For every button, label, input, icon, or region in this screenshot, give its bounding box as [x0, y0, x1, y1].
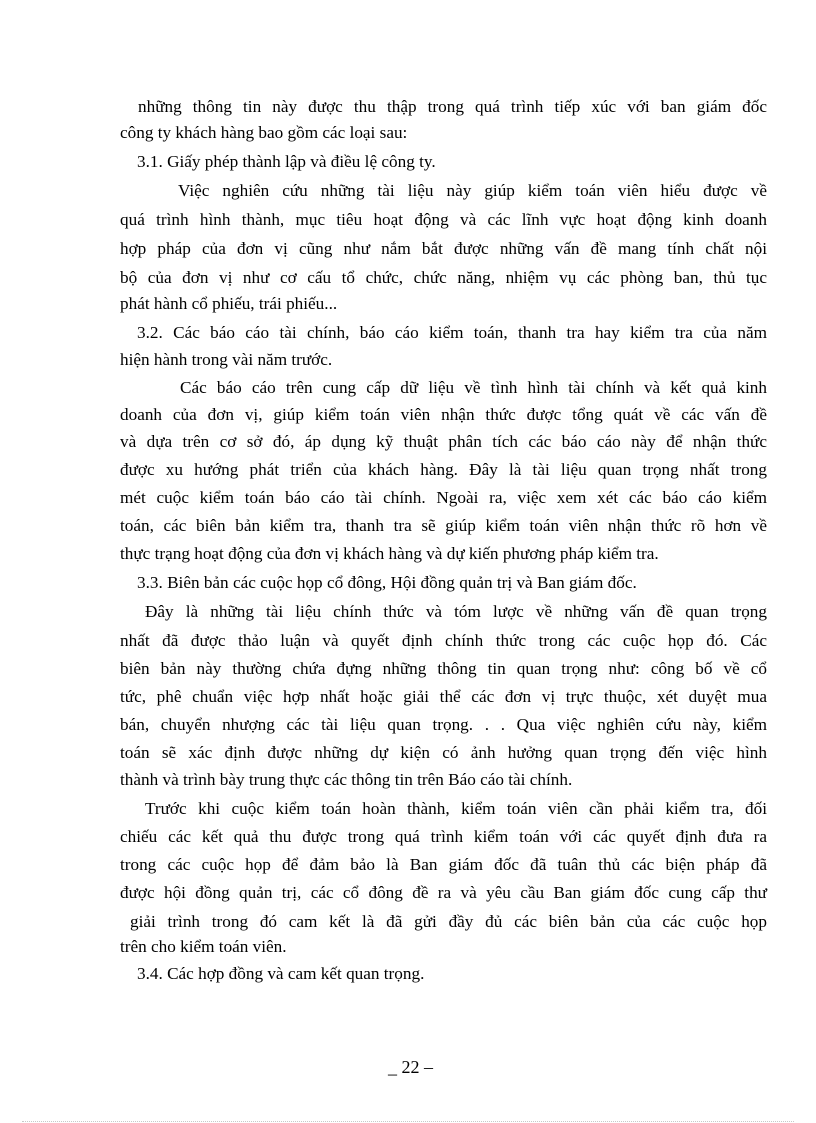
text-line: bán, chuyển nhượng các tài liệu quan trọng. . . Qua việc nghiên cứu này, kiểm — [120, 715, 767, 734]
text-line: mét cuộc kiểm toán báo cáo tài chính. Ngoài ra, việc xem xét các báo cáo kiểm — [120, 488, 767, 507]
text-line: hợp pháp của đơn vị cũng như nắm bắt được những vấn đề mang tính chất nội — [120, 239, 767, 258]
section-heading: hiện hành trong vài năm trước. — [120, 350, 333, 369]
text-line: tức, phê chuẩn việc hợp nhất hoặc giải thể các đơn vị trực thuộc, xét duyệt mua — [120, 687, 767, 706]
section-heading: 3.2. Các báo cáo tài chính, báo cáo kiểm toán, thanh tra hay kiểm tra của năm — [137, 323, 767, 342]
section-heading: 3.3. Biên bản các cuộc họp cổ đông, Hội đồng quản trị và Ban giám đốc. — [137, 573, 637, 592]
text-line: Việc nghiên cứu những tài liệu này giúp kiểm toán viên hiểu được về — [178, 181, 767, 200]
text-line: được xu hướng phát triển của khách hàng. Đây là tài liệu quan trọng nhất trong — [120, 460, 767, 479]
text-line: biên bản này thường chứa đựng những thông tin quan trọng như: công bố về cổ — [120, 659, 767, 678]
section-heading: 3.4. Các hợp đồng và cam kết quan trọng. — [137, 964, 425, 983]
text-line: Trước khi cuộc kiểm toán hoàn thành, kiểm toán viên cần phải kiểm tra, đối — [145, 799, 767, 818]
page-bottom-divider — [22, 1121, 794, 1122]
text-line: thành và trình bày trung thực các thông tin trên Báo cáo tài chính. — [120, 770, 573, 789]
text-line: chiếu các kết quả thu được trong quá trình kiểm toán với các quyết định đưa ra — [120, 827, 767, 846]
text-line: thực trạng hoạt động của đơn vị khách hàng và dự kiến phương pháp kiểm tra. — [120, 544, 659, 563]
section-heading: 3.1. Giấy phép thành lập và điều lệ công ty. — [137, 152, 436, 171]
text-line: và dựa trên cơ sở đó, áp dụng kỹ thuật phân tích các báo cáo này để nhận thức — [120, 432, 767, 451]
text-line: Đây là những tài liệu chính thức và tóm lược về những vấn đề quan trọng — [145, 602, 767, 621]
text-line: giải trình trong đó cam kết là đã gửi đầy đủ các biên bản của các cuộc họp — [130, 912, 767, 931]
text-line: công ty khách hàng bao gồm các loại sau: — [120, 123, 408, 142]
text-line: những thông tin này được thu thập trong quá trình tiếp xúc với ban giám đốc — [138, 97, 767, 116]
text-line: doanh của đơn vị, giúp kiểm toán viên nhận thức được tổng quát về các vấn đề — [120, 405, 767, 424]
text-line: quá trình hình thành, mục tiêu hoạt động và các lĩnh vực hoạt động kinh doanh — [120, 210, 767, 229]
text-line: toán, các biên bản kiểm tra, thanh tra sẽ giúp kiểm toán viên nhận thức rõ hơn về — [120, 516, 767, 535]
text-line: phát hành cổ phiếu, trái phiếu... — [120, 294, 338, 313]
text-line: nhất đã được thảo luận và quyết định chính thức trong các cuộc họp đó. Các — [120, 631, 767, 650]
text-line: trên cho kiểm toán viên. — [120, 937, 287, 956]
text-line: Các báo cáo trên cung cấp dữ liệu về tình hình tài chính và kết quả kinh — [180, 378, 767, 397]
text-line: được hội đồng quản trị, các cổ đông đề ra và yêu cầu Ban giám đốc cung cấp thư — [120, 883, 767, 902]
page-number: _ 22 – — [388, 1057, 433, 1077]
text-line: bộ của đơn vị như cơ cấu tổ chức, chức năng, nhiệm vụ các phòng ban, thủ tục — [120, 268, 767, 287]
text-line: trong các cuộc họp để đảm bảo là Ban giám đốc đã tuân thủ các biện pháp đã — [120, 855, 767, 874]
text-line: toán sẽ xác định được những dự kiện có ảnh hưởng quan trọng đến việc hình — [120, 743, 767, 762]
